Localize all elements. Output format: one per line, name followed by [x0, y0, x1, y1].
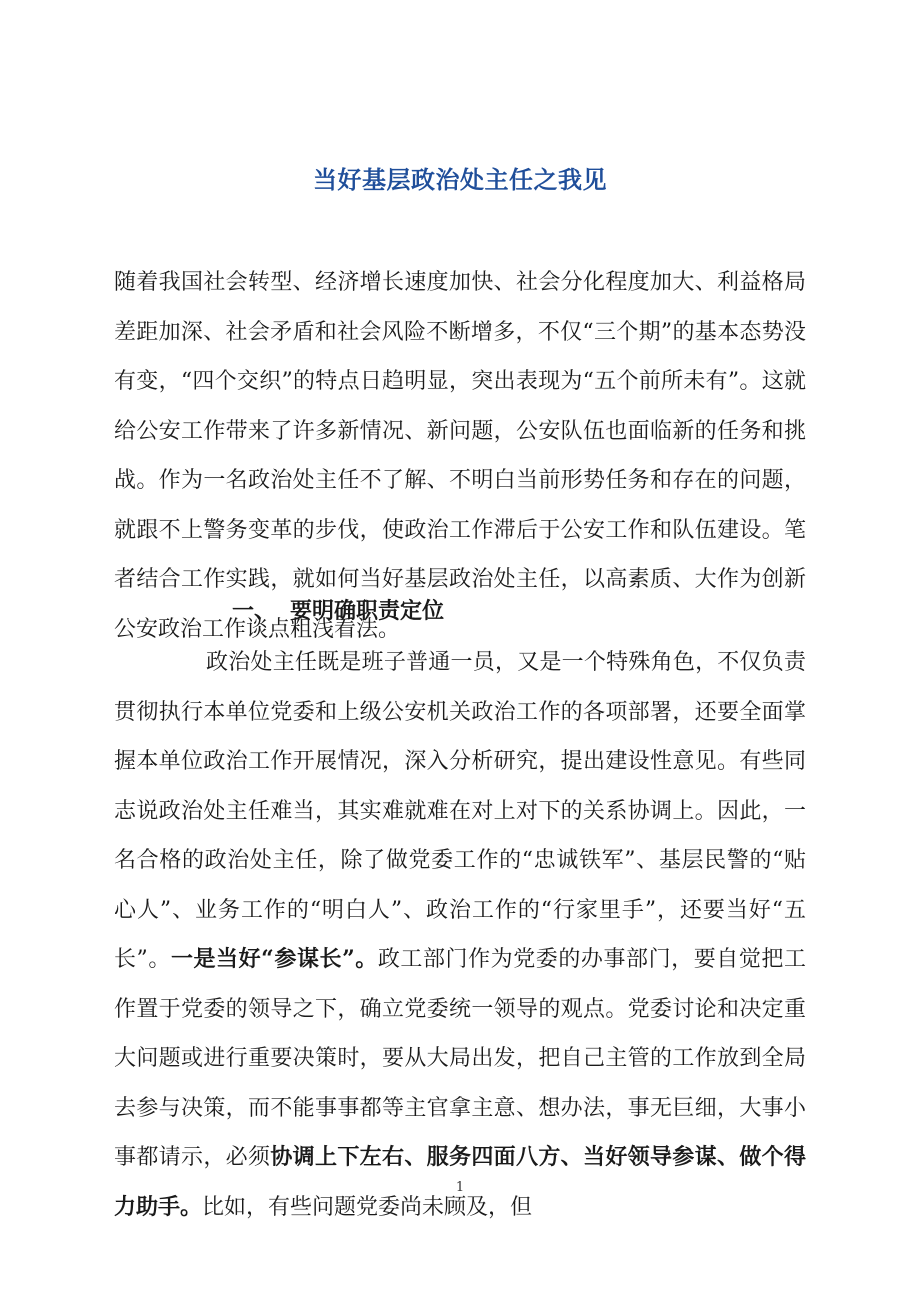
paragraph-text: 政工部门作为党委的办事部门，要自觉把工作置于党委的领导之下，确立党委统一领导的观点。党委讨论和决定重大问题或进行重要决策时，要从大局出发，把自己主管的工作放到全局去参与决策，而不能事事都等主官拿主意、想办法，事无巨细，大事小事都请示，必须 [114, 947, 806, 1170]
section-number: 一、 [232, 598, 277, 624]
intro-paragraph: 随着我国社会转型、经济增长速度加快、社会分化程度加大、利益格局差距加深、社会矛盾和社会风险不断增多，不仅“三个期”的基本态势没有变，“四个交织”的特点日趋明显，突出表现为“五个前所未有”。这就给公安工作带来了许多新情况、新问题，公安队伍也面临新的任务和挑战。作为一名政治处主任不了解、不明白当前形势任务和存在的问题，就跟不上警务变革的步伐，使政治工作滞后于公安工作和队伍建设。笔者结合工作实践，就如何当好基层政治处主任，以高素质、大作为创新公安政治工作谈点粗浅看法。 [114, 270, 806, 642]
page-number: 1 [455, 1180, 465, 1195]
section-paragraph [114, 638, 806, 1232]
page-title: 当好基层政治处主任之我见 [313, 165, 607, 194]
paragraph-text: 政治处主任既是班子普通一员，又是一个特殊角色，不仅负责贯彻执行本单位党委和上级公安机关政治工作的各项部署，还要全面掌握本单位政治工作开展情况，深入分析研究，提出建设性意见。有些同志说政治处主任难当，其实难就难在对上对下的关系协调上。因此，一名合格的政治处主任，除了做党委工作的“忠诚铁军”、基层民警的“贴心人”、业务工作的“明白人”、政治工作的“行家里手”，还要当好“五长”。 [114, 650, 806, 972]
paragraph-text: 比如，有些问题党委尚未顾及，但 [202, 1194, 533, 1220]
section-heading [232, 594, 444, 628]
paragraph-bold-text: 一是当好“参谋长”。 [170, 946, 378, 972]
paragraph-bold-text: 协调上下左右、服务四面八方、当好领导参谋、做个得力助手。 [114, 1144, 806, 1220]
section-heading-text: 要明确职责定位 [290, 598, 445, 624]
